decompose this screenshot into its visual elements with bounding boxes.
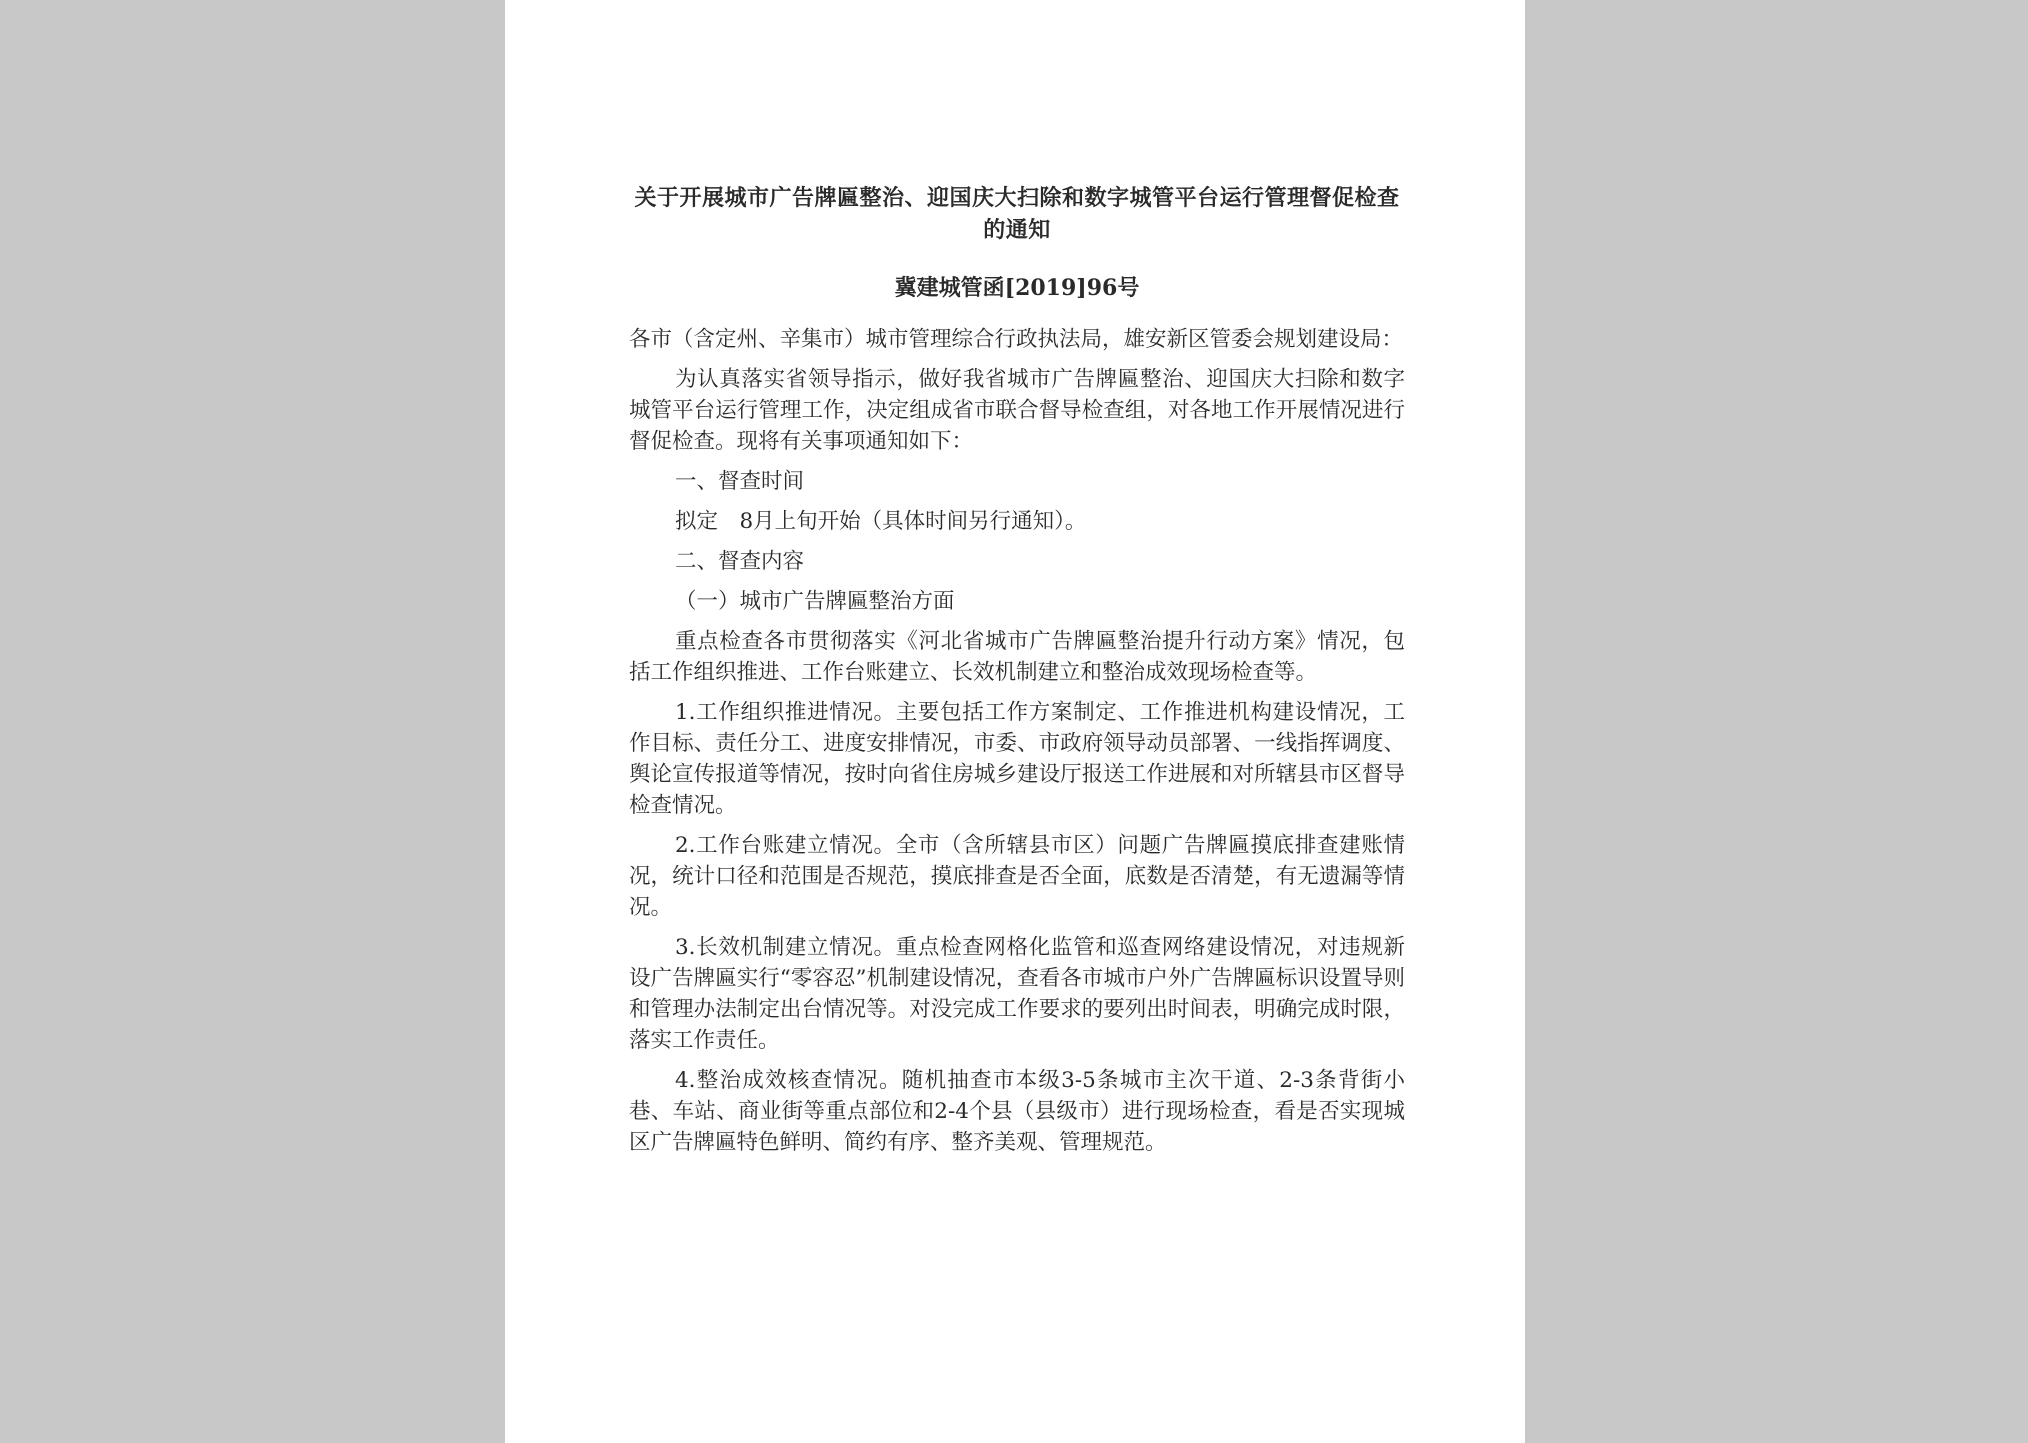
- document-number: 冀建城管函[2019]96号: [894, 275, 1140, 301]
- paragraph-item-2: 2.工作台账建立情况。全市（含所辖县市区）问题广告牌匾摸底排查建账情况，统计口径和范围是否规范，摸底排查是否全面，底数是否清楚，有无遗漏等情况。: [629, 833, 1405, 920]
- document-title: 关于开展城市广告牌匾整治、迎国庆大扫除和数字城管平台运行管理督促检查的通知: [634, 185, 1400, 243]
- subsection-heading-billboard: （一）城市广告牌匾整治方面: [675, 589, 955, 614]
- paragraph-key-check: 重点检查各市贯彻落实《河北省城市广告牌匾整治提升行动方案》情况，包括工作组织推进、工作台账建立、长效机制建立和整治成效现场检查等。: [629, 629, 1405, 685]
- paragraph-item-1: 1.工作组织推进情况。主要包括工作方案制定、工作推进机构建设情况，工作目标、责任分工、进度安排情况，市委、市政府领导动员部署、一线指挥调度、舆论宣传报道等情况，按时向省住房城乡建设厅报送工作进展和对所辖县市区督导检查情况。: [629, 700, 1405, 818]
- paragraph-time: 拟定 8月上旬开始（具体时间另行通知）。: [675, 509, 1087, 534]
- document-content: [629, 182, 1405, 1167]
- paragraph-item-3: 3.长效机制建立情况。重点检查网格化监管和巡查网络建设情况，对违规新设广告牌匾实行“零容忍”机制建设情况，查看各市城市户外广告牌匾标识设置导则和管理办法制定出台情况等。对没完成工作要求的要列出时间表，明确完成时限，落实工作责任。: [629, 935, 1405, 1053]
- document-page: [505, 0, 1525, 1443]
- paragraph-intro: 为认真落实省领导指示，做好我省城市广告牌匾整治、迎国庆大扫除和数字城管平台运行管理工作，决定组成省市联合督导检查组，对各地工作开展情况进行督促检查。现将有关事项通知如下：: [629, 367, 1405, 454]
- addressee: 各市（含定州、辛集市）城市管理综合行政执法局，雄安新区管委会规划建设局：: [629, 327, 1404, 352]
- section-heading-content: 二、督查内容: [675, 549, 805, 574]
- paragraph-item-4: 4.整治成效核查情况。随机抽查市本级3-5条城市主次干道、2-3条背街小巷、车站、商业街等重点部位和2-4个县（县级市）进行现场检查，看是否实现城区广告牌匾特色鲜明、简约有序、整齐美观、管理规范。: [629, 1068, 1405, 1155]
- section-heading-time: 一、督查时间: [675, 469, 805, 494]
